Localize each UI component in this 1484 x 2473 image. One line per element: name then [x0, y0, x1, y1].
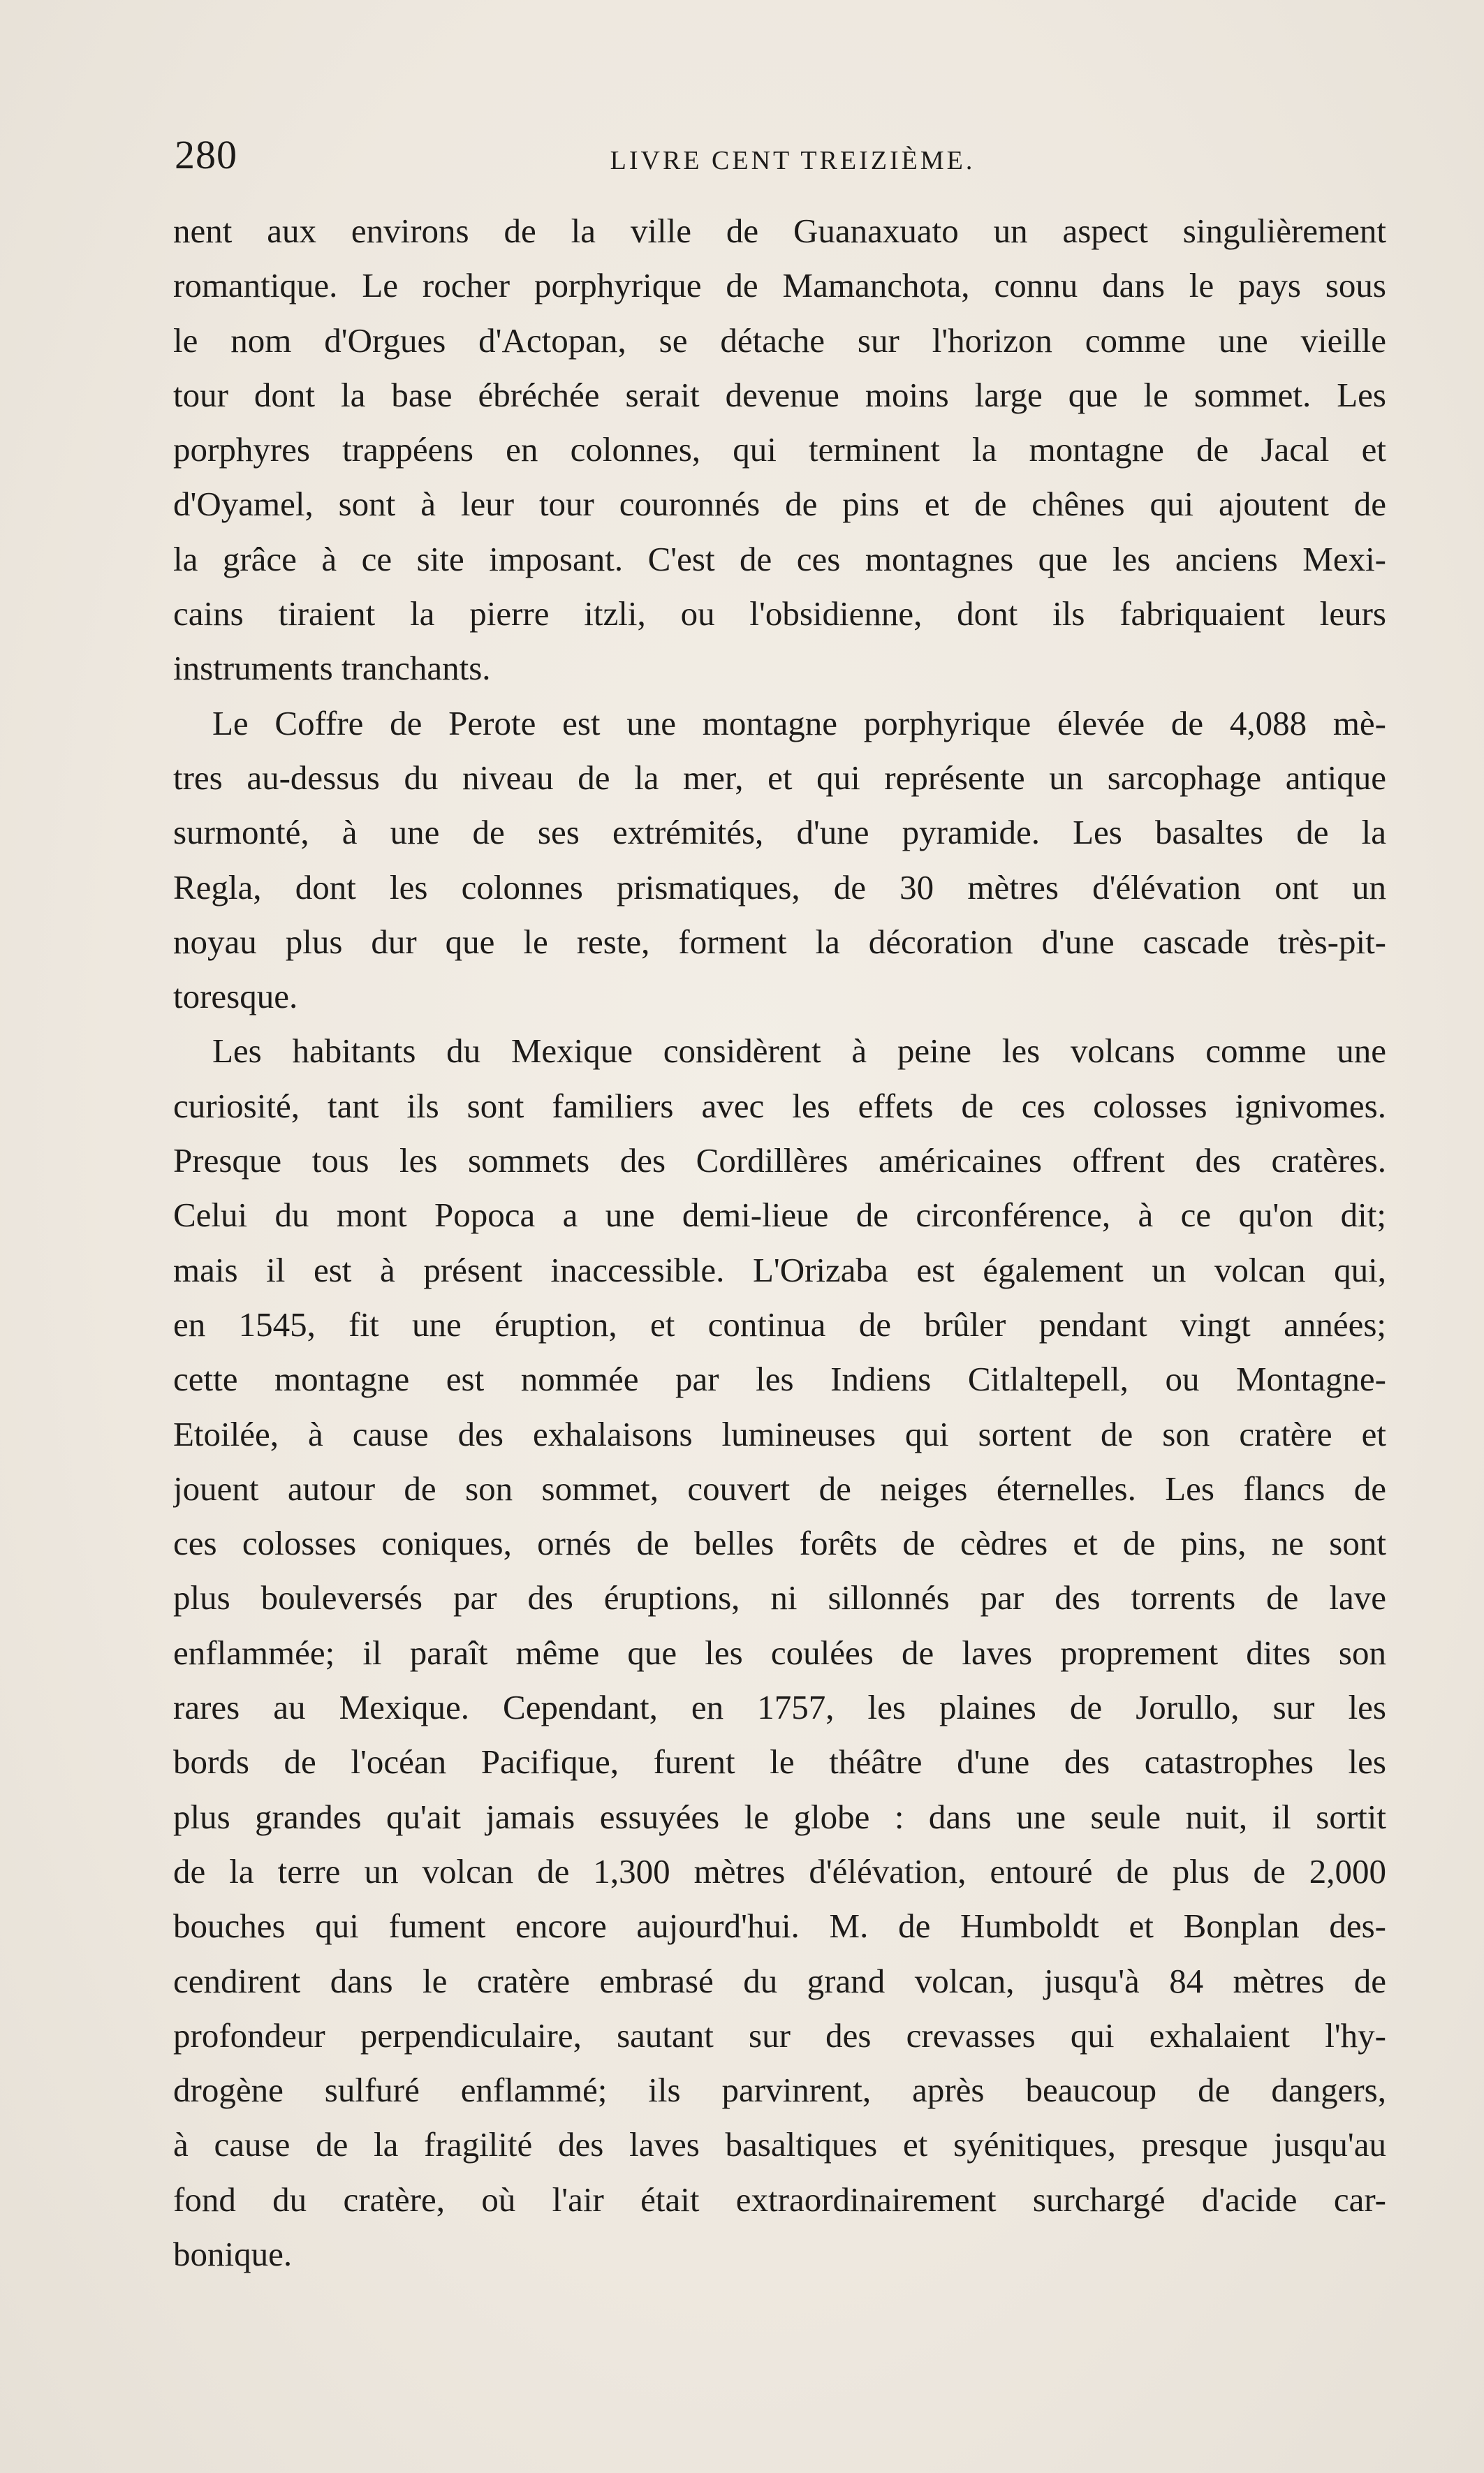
- text-line: plus bouleversés par des éruptions, ni sillonnés par des torrents de lave: [173, 1578, 1386, 1617]
- text-line: le nom d'Orgues d'Actopan, se détache sur l'horizon comme une vieille: [173, 321, 1386, 360]
- text-line: surmonté, à une de ses extrémités, d'une pyramide. Les basaltes de la: [173, 813, 1386, 852]
- text-line: drogène sulfuré enflammé; ils parvinrent, après beaucoup de dangers,: [173, 2071, 1386, 2110]
- text-line: bords de l'océan Pacifique, furent le théâtre d'une des catastrophes les: [173, 1742, 1386, 1782]
- text-line: toresque.: [173, 977, 298, 1016]
- text-line: tres au-dessus du niveau de la mer, et qui représente un sarcophage antique: [173, 758, 1386, 797]
- text-line: noyau plus dur que le reste, forment la décoration d'une cascade très-pit-: [173, 922, 1386, 961]
- text-line: Presque tous les sommets des Cordillères américaines offrent des cratères.: [173, 1141, 1386, 1180]
- text-line: jouent autour de son sommet, couvert de neiges éternelles. Les flancs de: [173, 1469, 1386, 1508]
- text-line: d'Oyamel, sont à leur tour couronnés de pins et de chênes qui ajoutent de: [173, 485, 1386, 524]
- text-line: fond du cratère, où l'air était extraordinairement surchargé d'acide car-: [173, 2180, 1386, 2219]
- page-header: [175, 127, 1383, 183]
- text-line: Etoilée, à cause des exhalaisons lumineuses qui sortent de son cratère et: [173, 1414, 1386, 1453]
- text-line: Celui du mont Popoca a une demi-lieue de circonférence, à ce qu'on dit;: [173, 1196, 1386, 1235]
- text-line: à cause de la fragilité des laves basaltiques et syénitiques, presque jusqu'au: [173, 2125, 1386, 2164]
- text-line: cains tiraient la pierre itzli, ou l'obsidienne, dont ils fabriquaient leurs: [173, 594, 1386, 633]
- text-line: en 1545, fit une éruption, et continua de brûler pendant vingt années;: [173, 1305, 1386, 1344]
- running-head: LIVRE CENT TREIZIÈME.: [610, 146, 976, 175]
- text-line: cendirent dans le cratère embrasé du grand volcan, jusqu'à 84 mètres de: [173, 1961, 1386, 2000]
- text-line: mais il est à présent inaccessible. L'Orizaba est également un volcan qui,: [173, 1250, 1386, 1289]
- text-line: de la terre un volcan de 1,300 mètres d'élévation, entouré de plus de 2,000: [173, 1851, 1386, 1891]
- text-line: enflammée; il paraît même que les coulées de laves proprement dites son: [173, 1633, 1386, 1672]
- text-line: cette montagne est nommée par les Indiens Citlaltepell, ou Montagne-: [173, 1360, 1386, 1399]
- text-line: profondeur perpendiculaire, sautant sur des crevasses qui exhalaient l'hy-: [173, 2016, 1386, 2055]
- text-line: curiosité, tant ils sont familiers avec les effets de ces colosses ignivomes.: [173, 1086, 1386, 1125]
- text-line: ces colosses coniques, ornés de belles forêts de cèdres et de pins, ne sont: [173, 1524, 1386, 1563]
- text-line: nent aux environs de la ville de Guanaxuato un aspect singulièrement: [173, 212, 1386, 250]
- text-line: la grâce à ce site imposant. C'est de ces montagnes que les anciens Mexi-: [173, 539, 1386, 578]
- text-line: bouches qui fument encore aujourd'hui. M. de Humboldt et Bonplan des-: [173, 1907, 1386, 1946]
- text-line: Les habitants du Mexique considèrent à peine les volcans comme une: [212, 1032, 1386, 1071]
- text-line: instruments tranchants.: [173, 649, 491, 688]
- text-line: romantique. Le rocher porphyrique de Mamanchota, connu dans le pays sous: [173, 266, 1386, 305]
- text-line: porphyres trappéens en colonnes, qui terminent la montagne de Jacal et: [173, 430, 1386, 469]
- text-line: Regla, dont les colonnes prismatiques, de 30 mètres d'élévation ont un: [173, 867, 1386, 907]
- body-text: [173, 204, 1386, 2282]
- text-line: plus grandes qu'ait jamais essuyées le globe : dans une seule nuit, il sortit: [173, 1797, 1386, 1836]
- text-line: bonique.: [173, 2234, 293, 2273]
- text-line: Le Coffre de Perote est une montagne porphyrique élevée de 4,088 mè-: [212, 703, 1386, 742]
- page-number: 280: [175, 132, 237, 177]
- text-line: rares au Mexique. Cependant, en 1757, les plaines de Jorullo, sur les: [173, 1688, 1386, 1727]
- text-line: tour dont la base ébréchée serait devenue moins large que le sommet. Les: [173, 375, 1386, 414]
